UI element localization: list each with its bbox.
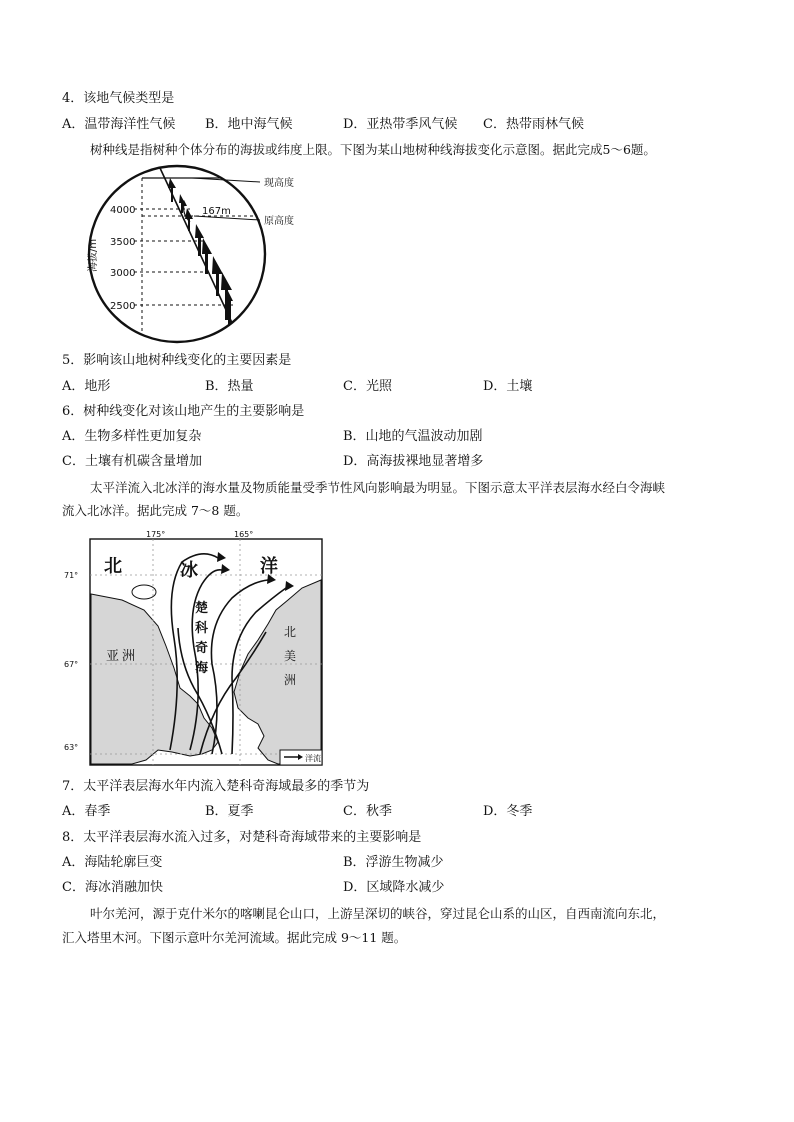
sea-char-1: 楚 (195, 601, 209, 616)
q5-option-b: B．热量 (205, 379, 254, 394)
y-axis-label: 海拔/m (88, 238, 99, 272)
ocean-char-2: 冰 (180, 560, 198, 581)
q5-option-c: C．光照 (343, 379, 392, 394)
q7-option-d: D．冬季 (483, 804, 533, 819)
na-char-1: 北 (284, 625, 297, 639)
bering-map (62, 528, 334, 768)
q6-option-c: C．土壤有机碳含量增加 (62, 454, 202, 469)
q8-stem: 8．太平洋表层海水流入过多，对楚科奇海域带来的主要影响是 (62, 830, 422, 845)
ocean-char-1: 北 (104, 556, 122, 577)
q6-option-d: D．高海拔裸地显著增多 (343, 454, 484, 469)
tick-3500: 3500 (110, 237, 136, 248)
figure-circle-frame (89, 166, 265, 342)
q4-option-c: C．热带雨林气候 (483, 117, 584, 132)
asia-char-2: 洲 (122, 649, 136, 664)
q7-stem: 7．太平洋表层海水年内流入楚科奇海域最多的季节为 (62, 779, 370, 794)
lon-175: 175° (146, 530, 166, 539)
treeline-figure (72, 164, 342, 344)
tick-4000: 4000 (110, 205, 136, 216)
intro-9-11-line2: 汇入塔里木河。下图示意叶尔羌河流域。据此完成 9～11 题。 (62, 930, 407, 945)
ocean-char-3: 洋 (260, 556, 278, 577)
intro-9-11-line1: 叶尔羌河，源于克什米尔的喀喇昆仑山口，上游呈深切的峡谷，穿过昆仑山系的山区，自西南流向东北， (90, 906, 666, 921)
intro-5-6: 树种线是指树种个体分布的海拔或纬度上限。下图为某山地树种线海拔变化示意图。据此完成5～6题。 (90, 142, 656, 157)
label-current-height: 现高度 (264, 178, 294, 189)
q4-option-d: D．亚热带季风气候 (343, 117, 458, 132)
lat-63: 63° (64, 743, 79, 752)
na-char-3: 洲 (284, 673, 297, 687)
q6-option-a: A．生物多样性更加复杂 (62, 429, 202, 444)
lat-71: 71° (64, 571, 79, 580)
q8-option-c: C．海冰消融加快 (62, 880, 163, 895)
q7-option-c: C．秋季 (343, 804, 392, 819)
label-original-height: 原高度 (264, 216, 294, 227)
q4-option-a: A．温带海洋性气候 (62, 117, 176, 132)
q5-stem: 5．影响该山地树种线变化的主要因素是 (62, 353, 292, 368)
q6-stem: 6．树种线变化对该山地产生的主要影响是 (62, 404, 305, 419)
sea-char-2: 科 (195, 621, 209, 636)
tick-2500: 2500 (110, 301, 136, 312)
asia-char-1: 亚 (106, 649, 120, 664)
q7-option-b: B．夏季 (205, 804, 254, 819)
intro-7-8-line1: 太平洋流入北冰洋的海水量及物质能量受季节性风向影响最为明显。下图示意太平洋表层海水经白令海峡 (90, 480, 666, 495)
tick-3000: 3000 (110, 268, 136, 279)
island (132, 585, 156, 599)
q5-option-d: D．土壤 (483, 379, 533, 394)
q8-option-b: B．浮游生物减少 (343, 855, 444, 870)
na-char-2: 美 (284, 649, 297, 663)
q4-option-b: B．地中海气候 (205, 117, 293, 132)
q8-option-d: D．区域降水减少 (343, 880, 445, 895)
q7-option-a: A．春季 (62, 804, 111, 819)
q5-option-a: A．地形 (62, 379, 111, 394)
q4-stem: 4．该地气候类型是 (62, 91, 175, 106)
lat-67: 67° (64, 660, 79, 669)
q8-option-a: A．海陆轮廓巨变 (62, 855, 163, 870)
sea-char-3: 奇 (195, 641, 209, 656)
legend-label: 洋流 (305, 754, 321, 763)
intro-7-8-line2: 流入北冰洋。据此完成 7～8 题。 (62, 503, 249, 518)
sea-char-4: 海 (195, 661, 209, 676)
lon-165: 165° (234, 530, 254, 539)
label-167m: 167m (202, 206, 231, 217)
q6-option-b: B．山地的气温波动加剧 (343, 429, 483, 444)
